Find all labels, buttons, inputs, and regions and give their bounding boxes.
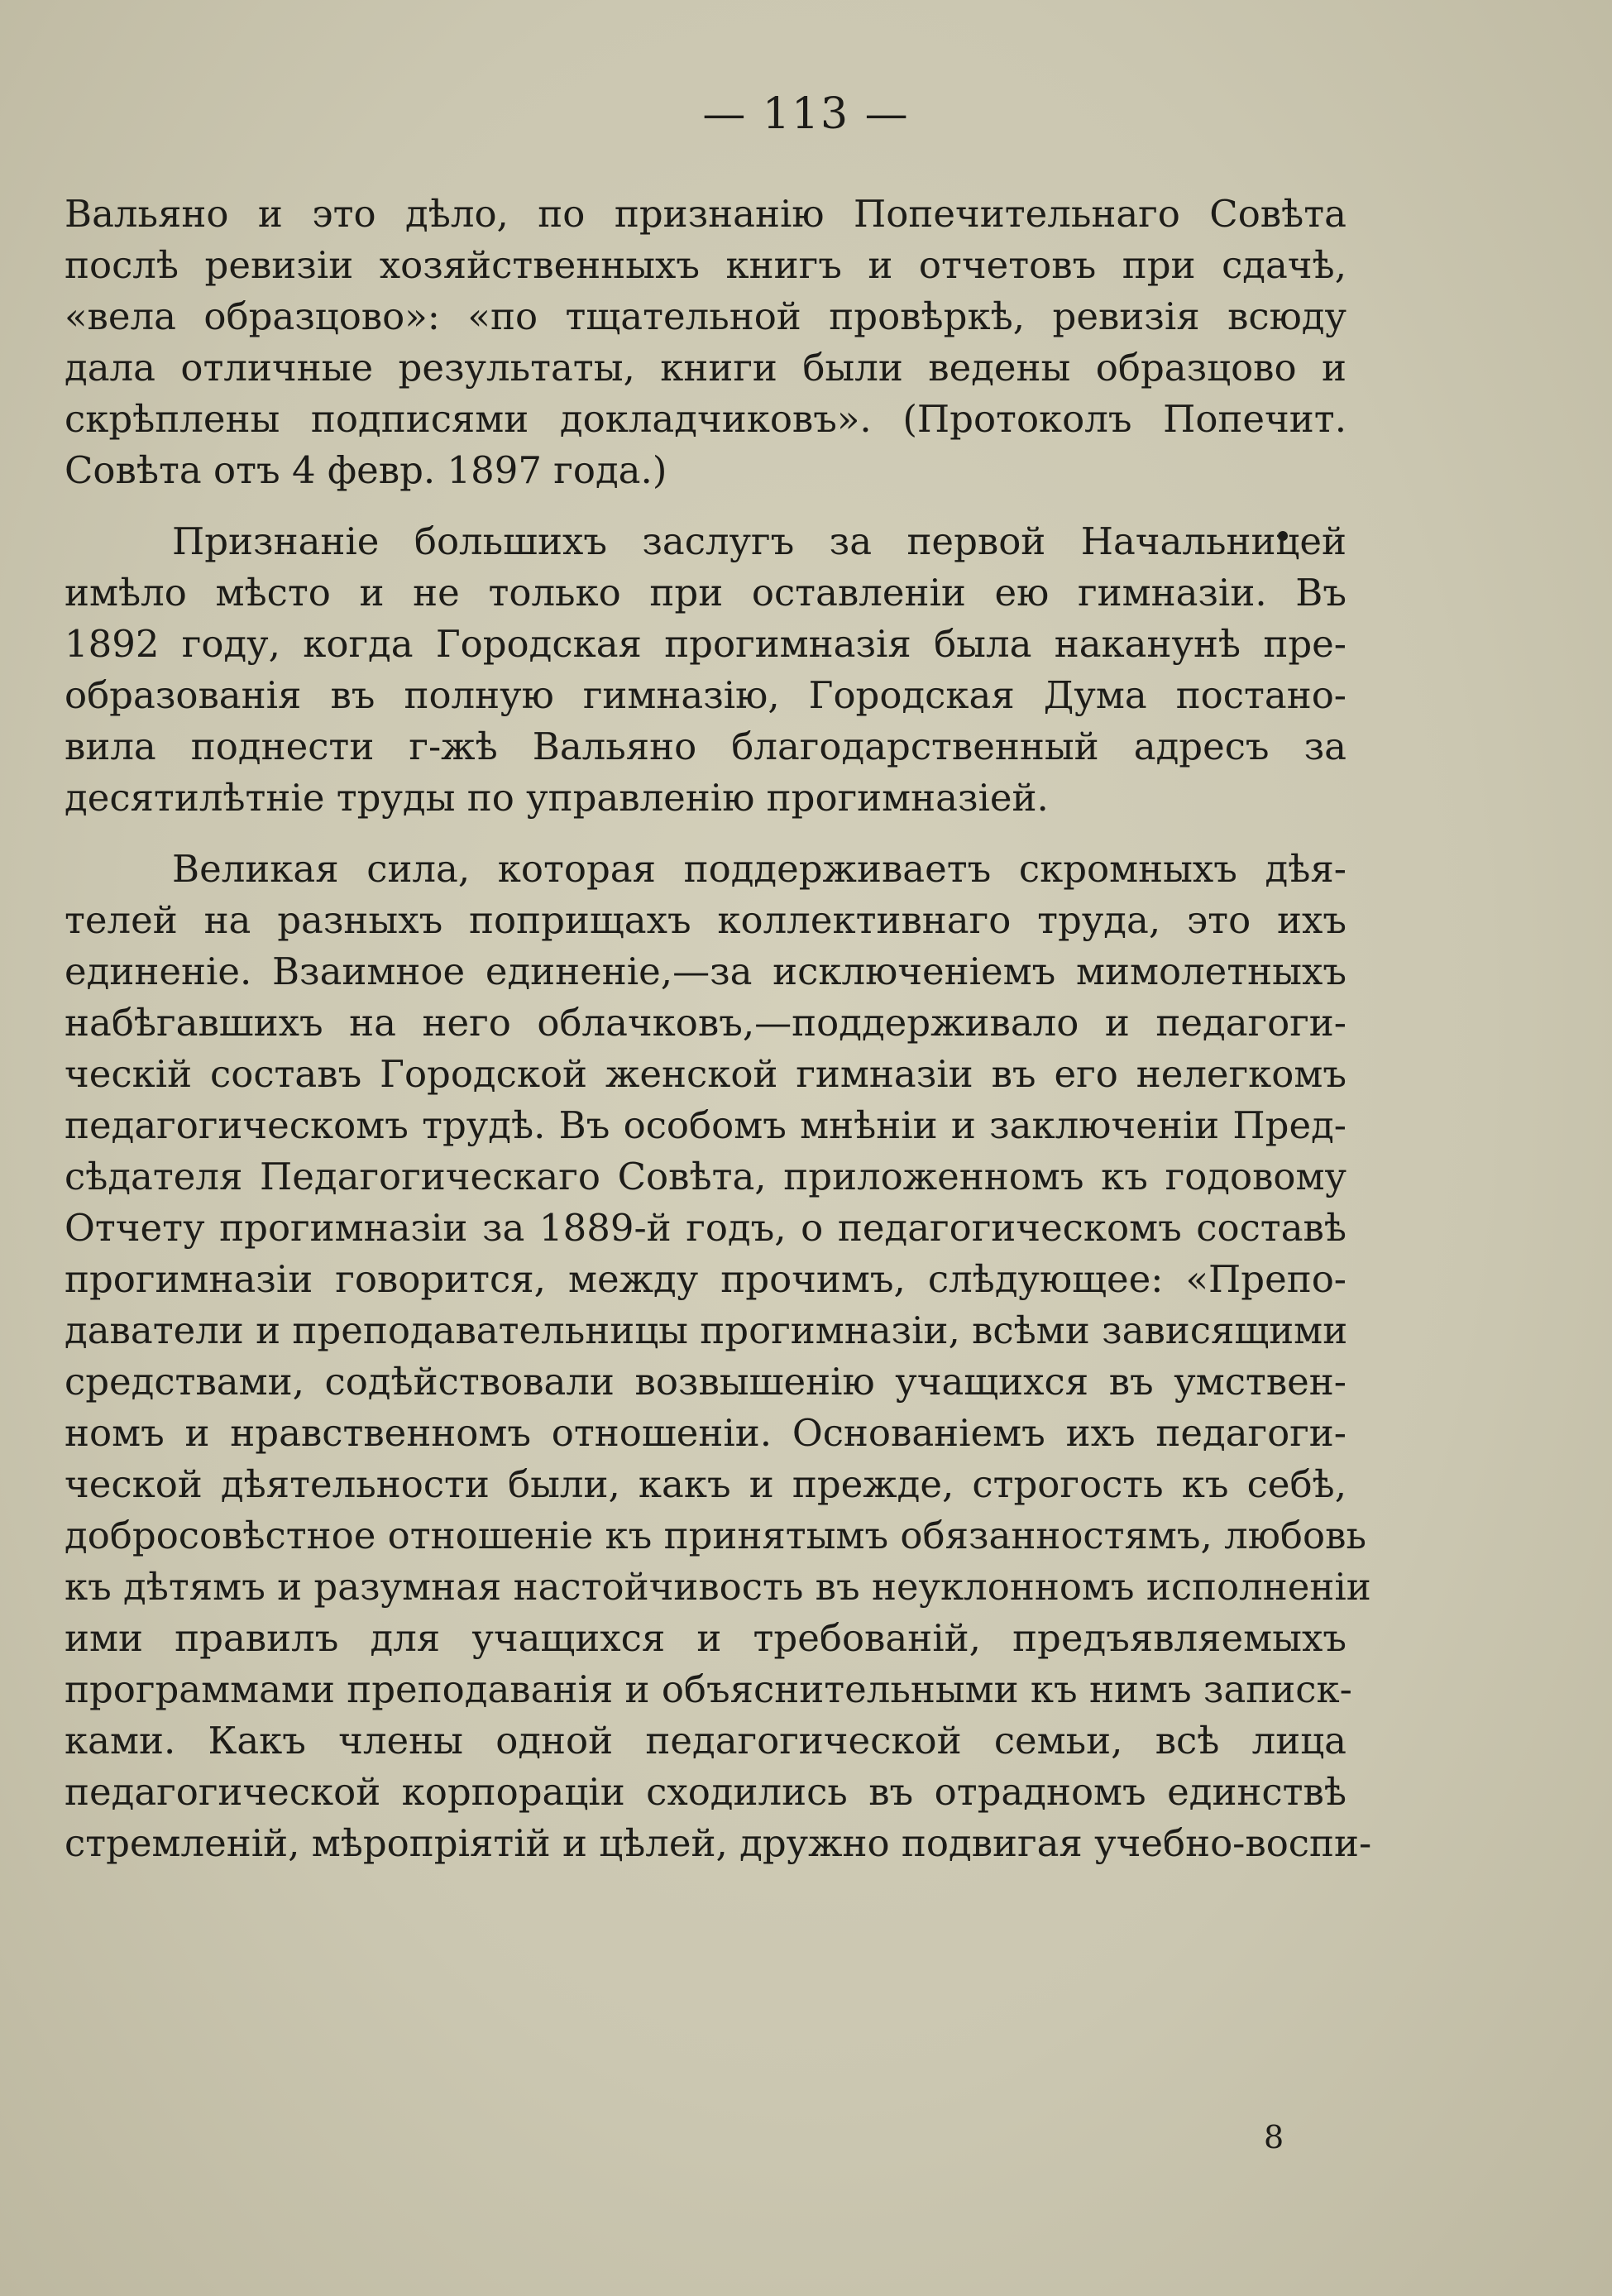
printer-signature-mark: 8 [1264,2119,1284,2155]
text-line: ими правилъ для учащихся и требованій, предъявляемыхъ [65,1616,1347,1660]
text-line: послѣ ревизіи хозяйственныхъ книгъ и отчетовъ при сдачѣ, [65,243,1347,287]
text-line: сѣдателя Педагогическаго Совѣта, приложенномъ къ годовому [65,1155,1347,1198]
text-line: дала отличные результаты, книги были ведены образцово и [65,346,1347,390]
text-line: стремленій, мѣропріятій и цѣлей, дружно подвигая учебно-воспи- [65,1821,1372,1865]
text-line: вила поднести г-жѣ Вальяно благодарственный адресъ за [65,725,1347,768]
text-line: десятилѣтніе труды по управленію прогимназіей. [65,776,1049,820]
text-line: добросовѣстное отношеніе къ принятымъ обязанностямъ, любовь [65,1514,1366,1557]
text-line: номъ и нравственномъ отношеніи. Основаніемъ ихъ педагоги- [65,1411,1347,1455]
text-line: программами преподаванія и объяснительными къ нимъ записк- [65,1667,1352,1711]
text-line: ческій составъ Городской женской гимназіи въ его нелегкомъ [65,1052,1347,1096]
text-line: даватели и преподавательницы прогимназіи, всѣми зависящими [65,1308,1348,1352]
text-line: Великая сила, которая поддерживаетъ скромныхъ дѣя- [172,847,1347,891]
text-line: къ дѣтямъ и разумная настойчивость въ неуклонномъ исполненіи [65,1565,1371,1609]
text-line: Вальяно и это дѣло, по признанію Попечительнаго Совѣта [65,192,1347,236]
text-line: имѣло мѣсто и не только при оставленіи ею гимназіи. Въ [65,571,1347,615]
text-line: Признаніе большихъ заслугъ за первой Начальницей [172,519,1347,563]
text-line: средствами, содѣйствовали возвышенію учащихся въ умствен- [65,1360,1347,1404]
body-text [65,189,1372,1869]
text-line: образованія въ полную гимназію, Городская Дума постано- [65,673,1347,717]
paragraph-gap [65,824,1347,844]
text-line: телей на разныхъ поприщахъ коллективнаго труда, это ихъ [65,898,1347,942]
text-line: скрѣплены подписями докладчиковъ». (Протоколъ Попечит. [65,397,1347,441]
text-line: педагогическомъ трудѣ. Въ особомъ мнѣніи и заключеніи Пред- [65,1103,1347,1147]
page-number-header: — 113 — [702,89,910,139]
text-line: Совѣта отъ 4 февр. 1897 года.) [65,448,667,492]
text-line: 1892 году, когда Городская прогимназія была наканунѣ пре- [65,622,1347,666]
text-line: педагогической корпораціи сходились въ отрадномъ единствѣ [65,1770,1347,1814]
text-line: Отчету прогимназіи за 1889-й годъ, о педагогическомъ составѣ [65,1206,1347,1250]
paragraph-gap [65,496,1347,516]
text-line: ческой дѣятельности были, какъ и прежде, строгость къ себѣ, [65,1462,1347,1506]
text-line: единеніе. Взаимное единеніе,—за исключеніемъ мимолетныхъ [65,949,1347,993]
text-line: «вела образцово»: «по тщательной провѣркѣ, ревизія всюду [65,294,1347,338]
text-line: ками. Какъ члены одной педагогической семьи, всѣ лица [65,1719,1347,1763]
text-line: набѣгавшихъ на него облачковъ,—поддерживало и педагоги- [65,1001,1347,1045]
text-line: прогимназіи говорится, между прочимъ, слѣдующее: «Препо- [65,1257,1347,1301]
